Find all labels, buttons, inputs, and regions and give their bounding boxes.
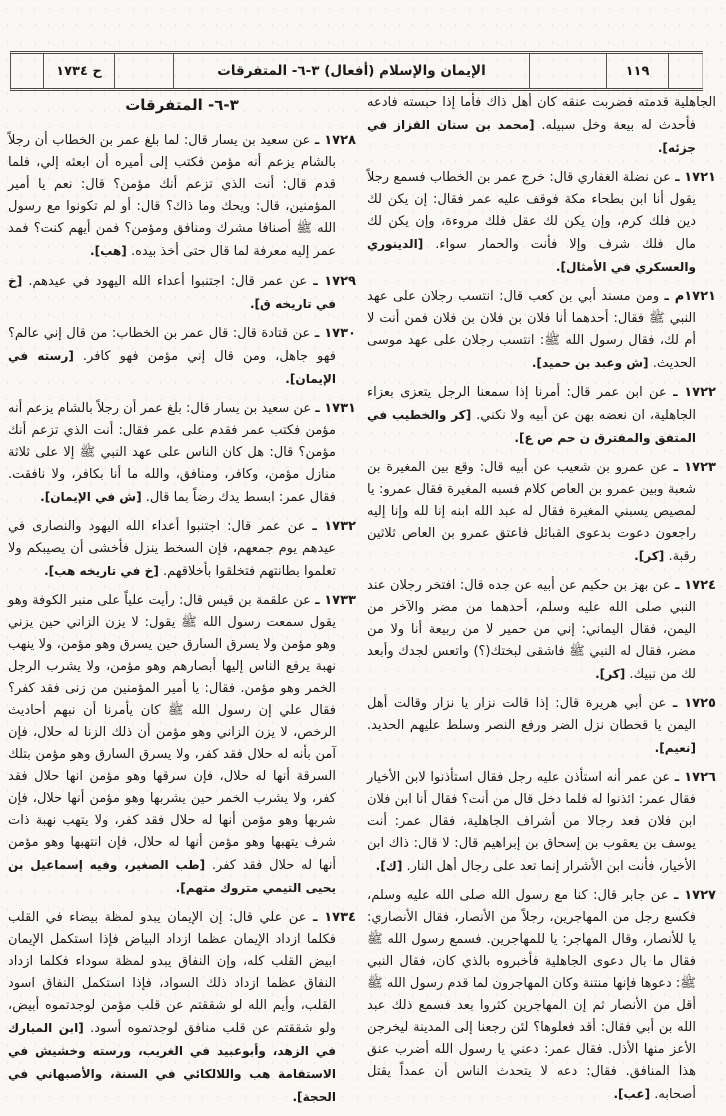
hadith-entry	[8, 130, 356, 263]
column-left	[8, 92, 356, 1116]
hadith-entry	[8, 398, 356, 509]
column-right	[367, 92, 716, 1113]
header-cell-empty-left	[11, 54, 44, 88]
hadith-source: [كر].	[634, 549, 665, 563]
hadith-entry	[8, 907, 356, 1109]
hadith-text: عن ابن عمر قال: أمرنا إذا سمعنا الرجل يتعزى بعزاء الجاهلية، ان نعضه بهن عن أبيه ولا نكني.	[367, 385, 697, 423]
hadith-number: ١٧٣٢ ـ	[312, 519, 356, 534]
hadith-text: عن عمر قال: اجتنبوا أعداء الله اليهود في عيدهم.	[28, 274, 308, 289]
hadith-number: ١٧٣٤ ـ	[312, 910, 356, 925]
header-cell-spacer-left	[115, 54, 174, 88]
hadith-counter: ح ١٧٣٤	[44, 54, 115, 88]
hadith-entry	[367, 382, 716, 450]
hadith-entry	[367, 885, 716, 1106]
hadith-number: ١٧٢٣ ـ	[673, 460, 716, 475]
page-header	[10, 51, 703, 91]
hadith-text: عن بهز بن حكيم عن أبيه عن جده قال: افتخر رجلان عند النبي صلى الله عليه وسلم، أحدهما من مضر والآخر من اليمن، فقال اليماني: إني من حمير لا من ربيعة أنا ولا من مضر، فقال له النبي ﷺ فاشقى لبختك(؟) واتعس لجدك وأبعد لك من نبيك.	[367, 578, 696, 682]
section-title: ٣-٦- المتفرقات	[125, 96, 239, 114]
hadith-entry	[367, 457, 716, 568]
hadith-source: [ش في الإيمان].	[40, 490, 142, 504]
hadith-text: الجاهلية قدمته فضربت عنقه كان أهل ذاك فأما إذا حبسته فادعه فأحدث له بيعة وخل سبيله.	[367, 95, 716, 133]
hadith-entry	[367, 693, 716, 760]
hadith-source: [الدينوري والعسكري في الأمثال].	[367, 237, 696, 274]
hadith-number: ١٧٢٦ ـ	[674, 770, 716, 785]
hadith-source: [محمد بن سنان القزاز في جزئه].	[367, 118, 696, 155]
hadith-text: عن جابر قال: كنا مع رسول الله صلى الله عليه وسلم، فكسع رجل من المهاجرين، رجلاً من الأنصار، فقال الأنصاري: يا للأنصار، وقال المهاجر: يا للمهاجرين. فسمع رسول الله ﷺ فقال ما بال دعوى الجاهلية فأخبروه بالذي كان، فقال النبي ﷺ: دعوها فإنها منتنة وكان المهاجرون لما قدم رسول الله ﷺ أقل من الأنصار ثم إن المهاجرين كثروا بعد فسمع ذلك عبد الله بن أبي فقال: أقد فعلوها؟ لئن رجعنا إلى المدينة ليخرجن الأعز منها الأذل. فقال عمر: دعني يا رسول الله أضرب عنق هذا المنافق. فقال: دعه لا يتحدث الناس أن عمداً يقتل أصحابه.	[367, 888, 696, 1102]
hadith-source: [كر].	[595, 667, 626, 681]
hadith-text: عن علي قال: إن الإيمان يبدو لمظة بيضاء في القلب فكلما ازداد الإيمان عظما ازداد البياض فإذا استكمل الإيمان ابيض القلب كله، وإن النفاق يبدو لمظة سوداء فكلما ازداد النفاق عظما ازداد ذلك السواد، فإذا استكمل النفاق اسود القلب، وأيم الله لو شققتم عن قلب مؤمن لوجدتموه أبيض، ولو شققتم عن قلب منافق لوجدتموه أسود.	[8, 910, 337, 1036]
hadith-text: عن عمر أنه استأذن عليه رجل فقال استأذنوا لابن الأخيار فقال عمر: ائذنوا له فلما دخل قال من أنت؟ فقال أنا ابن فلان ابن فلان فعد رجالا من أشراف الجاهلية، فقال عمر: أنت يوسف بن يعقوب بن إسحاق بن إبراهيم قال: لا قال: ذاك ابن الأخيار، فأنت ابن الأشرار إنما تعد على رجال أهل النار.	[367, 770, 696, 874]
hadith-source: [كر والخطيب في المتفق والمفترق ن حم ص ع].	[367, 408, 696, 445]
hadith-number: ١٧٣٣ ـ	[315, 593, 356, 608]
hadith-number: ١٧٢٩ ـ	[313, 274, 356, 289]
hadith-number: ١٧٢٥ ـ	[672, 696, 716, 711]
hadith-text: عن قتادة قال: قال عمر بن الخطاب: من قال إني عالم؟ فهو جاهل، ومن قال إني مؤمن فهو كافر.	[8, 326, 336, 364]
hadith-number: ١٧٣١ ـ	[315, 401, 356, 416]
hadith-text: عن علقمة بن قيس قال: رأيت علياً على منبر الكوفة وهو يقول سمعت رسول الله ﷺ يقول: لا يزن الزاني حين يزني وهو مؤمن ولا يسرق السارق حين يسرق وهو مؤمن، ولا ينهب نهبة يرفع الناس إليها أبصارهم وهو مؤمن، ولا يشرب الرجل الخمر وهو مؤمن. فقال: يا أمير المؤمنين من زنى فقد كفر؟ فقال علي إن رسول الله ﷺ كان يأمرنا أن نبهم أحاديث الرخص، لا يزن الزاني وهو مؤمن أن ذلك الزنا له حلال، فإن آمن بأنه له حلال فقد كفر، ولا يسرق السارق وهو مؤمن بتلك السرقة أنها له حلال، فإن سرقها وهو مؤمن انها حلال فقد كفر، ولا يشرب الخمر حين يشربها وهو مؤمن أنها حلال، فإن شربها وهو مؤمن أنها له حلال فقد كفر، ولا يتهب نهبة ذات شرف يتهبها وهو مؤمن أنها له حلال، فإن انتهبها وهو مؤمن أنها له حلال فقد كفر.	[8, 593, 336, 873]
hadith-number: ١٧٢٨ ـ	[314, 133, 356, 148]
hadith-entry	[367, 767, 716, 878]
hadith-source: [هب].	[90, 244, 127, 258]
page-number: ١١٩	[607, 54, 669, 88]
hadith-text: عن نضلة الغفاري قال: خرج عمر بن الخطاب فسمع رجلاً يقول أنا ابن بطحاء مكة فوقف عليه عمر فقال: إن يكن لك دين فلك كرم، وإن يكن لك عقل فلك مروءة، وإن يكن لك مال فلك شرف وإلا فأنت والحمار سواء.	[367, 170, 696, 252]
hadith-source: [ك].	[375, 859, 403, 873]
running-title: الإيمان والإسلام (أفعال) ٣-٦- المتفرقات	[174, 54, 530, 88]
hadith-source: [ابن المبارك في الزهد، وأبوعبيد في الغريب، ورسته وخشيش في الاستقامة هب واللالكائي في السنة، والأصبهاني في الحجة].	[8, 1021, 336, 1104]
hadith-source: [طب الصغير، وفيه إسماعيل بن يحيى التيمي متروك متهم].	[8, 858, 336, 895]
hadith-entry	[367, 286, 716, 375]
hadith-entry	[367, 167, 716, 279]
header-cell-spacer-right	[530, 54, 607, 88]
hadith-text: عن أبي هريرة قال: إذا قالت نزار يا نزار وقالت أهل اليمن يا قحطان نزل الضر ورفع النصر وسلط عليهم الحديد.	[367, 696, 696, 733]
hadith-entry	[8, 516, 356, 583]
hadith-number: ١٧٣٠ ـ	[314, 326, 356, 341]
hadith-source: [خ في تاريخه ق].	[8, 274, 336, 311]
hadith-source: [خ في تاريخه هب].	[44, 564, 159, 578]
hadith-text: ومن مسند أبي بن كعب قال: انتسب رجلان على عهد النبي ﷺ فقال: أحدهما أنا فلان بن فلان بن فلان فمن أنت لا أم لك، فقال رسول الله ﷺ: انتسب رجلان على عهد موسى الحديث.	[367, 289, 696, 371]
hadith-number: ١٧٢٧ ـ	[673, 888, 716, 903]
hadith-entry	[367, 575, 716, 686]
header-cell-empty-right	[669, 54, 703, 88]
hadith-entry	[8, 590, 356, 900]
hadith-source: [عب].	[613, 1087, 651, 1101]
hadith-number: ١٧٢٢ ـ	[673, 385, 716, 400]
hadith-number: ١٧٢١م ـ	[664, 289, 716, 304]
hadith-source: [ش وعبد بن حميد].	[531, 356, 649, 370]
hadith-number: ١٧٢٤ ـ	[674, 578, 716, 593]
hadith-source: [رسته في الإيمان].	[8, 349, 336, 386]
hadith-entry	[8, 270, 356, 316]
hadith-entry	[367, 92, 716, 160]
hadith-number: ١٧٢١ ـ	[675, 170, 716, 185]
hadith-text: عن عمرو بن شعيب عن أبيه قال: وقع بين المغيرة بن شعبة وبين عمرو بن العاص كلام فسبه المغيرة فقال عمرو: يا لمصيص يسبني المغيرة فقال له عبد الله ابنه إنا لله وإنا إليه راجعون دعوت بدعوى القبائل فاعتق عمرو بن العاص ثلاثين رقبة.	[367, 460, 696, 564]
hadith-source: [نعيم].	[654, 741, 696, 755]
hadith-text: عن عمر قال: اجتنبوا أعداء الله اليهود والنصارى في عيدهم يوم جمعهم، فإن السخط ينزل فأخشى أن يصيبكم ولا تعلموا بطانتهم فتخلقوا بأخلاقهم.	[8, 519, 336, 579]
hadith-text: عن سعيد بن يسار قال: لما بلغ عمر بن الخطاب أن رجلاً بالشام يزعم أنه مؤمن فكتب إلى أميره أن ابعثه إلي، فلما قدم قال: أنت الذي تزعم أنك مؤمن؟ قال: نعم يا أمير المؤمنين، قال: ويحك وما ذاك؟ قال: أو لم تكونوا مع رسول الله ﷺ أصنافا مشرك ومنافق ومؤمن؟ فمن أيهم كنت؟ فمد عمر إليه معرفة لما قال حتى أخذ بيده.	[8, 133, 336, 259]
hadith-entry	[8, 323, 356, 391]
hadith-text: عن سعيد بن يسار قال: بلغ عمر أن رجلاً بالشام يزعم أنه مؤمن فكتب عمر فقدم على عمر فقال: أنت الذي تزعم أنك مؤمن؟ قال: هل كان الناس على عهد النبي ﷺ إلا على ثلاثة منازل مؤمن، وكافر، ومنافق، والله ما أنا بكافر، ولا نافقت. فقال عمر: ابسط يدك رضاً بما قال.	[8, 401, 336, 505]
